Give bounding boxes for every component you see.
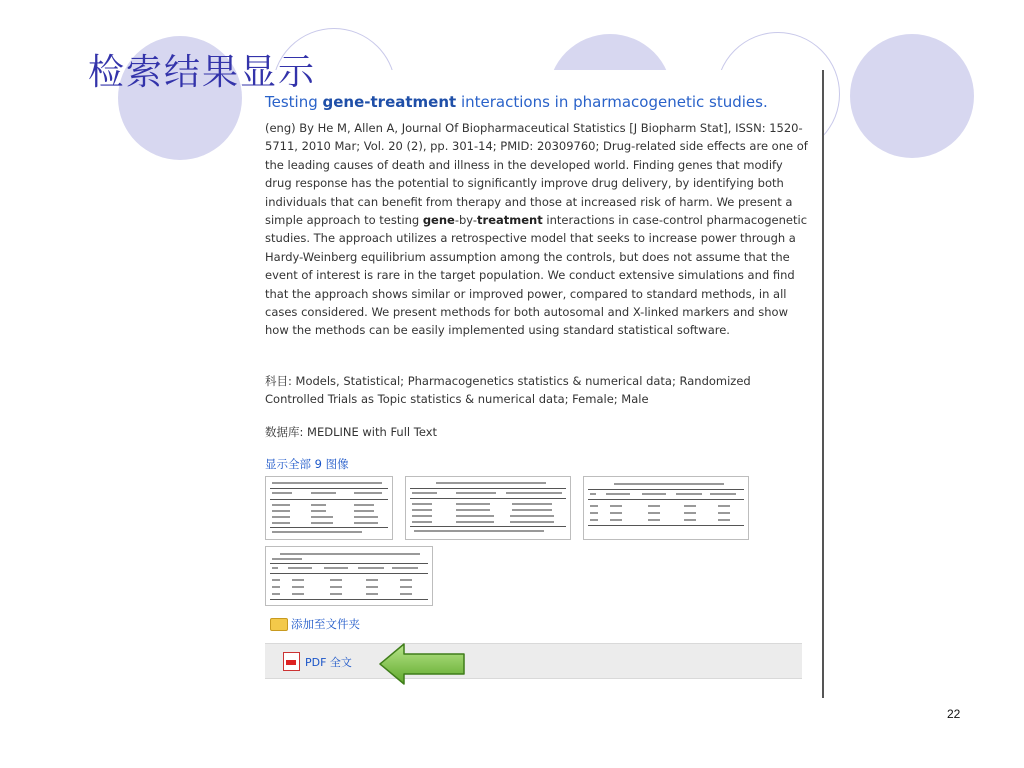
pdf-icon	[283, 652, 300, 671]
record-subjects: 科目: Models, Statistical; Pharmacogenetics statistics & numerical data; Randomized Controlled Trials as Topic statistics & numerical data; Female; Male	[265, 374, 751, 407]
add-to-folder-label: 添加至文件夹	[291, 617, 360, 631]
record-database: 数据库: MEDLINE with Full Text	[265, 425, 438, 439]
decor-circle-5	[850, 34, 974, 158]
green-arrow-icon	[378, 642, 468, 686]
panel-divider	[822, 70, 824, 698]
record-title[interactable]	[265, 93, 768, 111]
pdf-fulltext-link[interactable]	[283, 652, 352, 671]
abstract-text-1: (eng) By He M, Allen A, Journal Of Biopharmaceutical Statistics [J Biopharm Stat], ISSN: 1520-5711, 2010 Mar; Vol. 20 (2), pp. 301-14; PMID: 20309760; Drug-related side effects are one of the leading causes of death and illness in the developed world. Finding genes that modify drug response has the potential to significantly improve drug delivery, by identifying both individuals that can benefit from therapy and those at increased risk of harm. We present a simple approach to testing	[265, 121, 808, 228]
show-all-images-link[interactable]: 显示全部 9 图像	[265, 457, 349, 471]
abstract-keyword-treatment: treatment	[477, 213, 543, 228]
record-title-prefix: Testing	[265, 93, 323, 111]
page-number: 22	[947, 707, 961, 721]
slide-title: 检索结果显示	[88, 52, 317, 93]
record-title-suffix: interactions in pharmacogenetic studies.	[456, 93, 768, 111]
image-thumbnail-4[interactable]	[265, 546, 433, 606]
abstract-keyword-gene: gene	[422, 213, 455, 228]
abstract-text-2: interactions in case-control pharmacogenetic studies. The approach utilizes a retrospective model that seeks to increase power through a Hardy-Weinberg equilibrium assumption among the controls, but does not assume that the event of interest is rare in the target population. We conduct extensive simulations and find that the approach shows similar or improved power, compared to standard methods, in all cases considered. We present methods for both autosomal and X-linked markers and show how the methods can be easily implemented using standard statistical software.	[265, 213, 808, 338]
image-thumbnail-1[interactable]	[265, 476, 393, 540]
record-title-keyword: gene-treatment	[322, 93, 457, 111]
record-abstract	[265, 119, 810, 340]
image-thumbnail-2[interactable]	[405, 476, 571, 540]
add-to-folder-link[interactable]	[270, 616, 360, 632]
abstract-connector: -by-	[454, 213, 478, 228]
image-thumbnail-3[interactable]	[583, 476, 749, 540]
pdf-fulltext-label: PDF 全文	[305, 655, 352, 669]
folder-icon	[270, 618, 288, 631]
